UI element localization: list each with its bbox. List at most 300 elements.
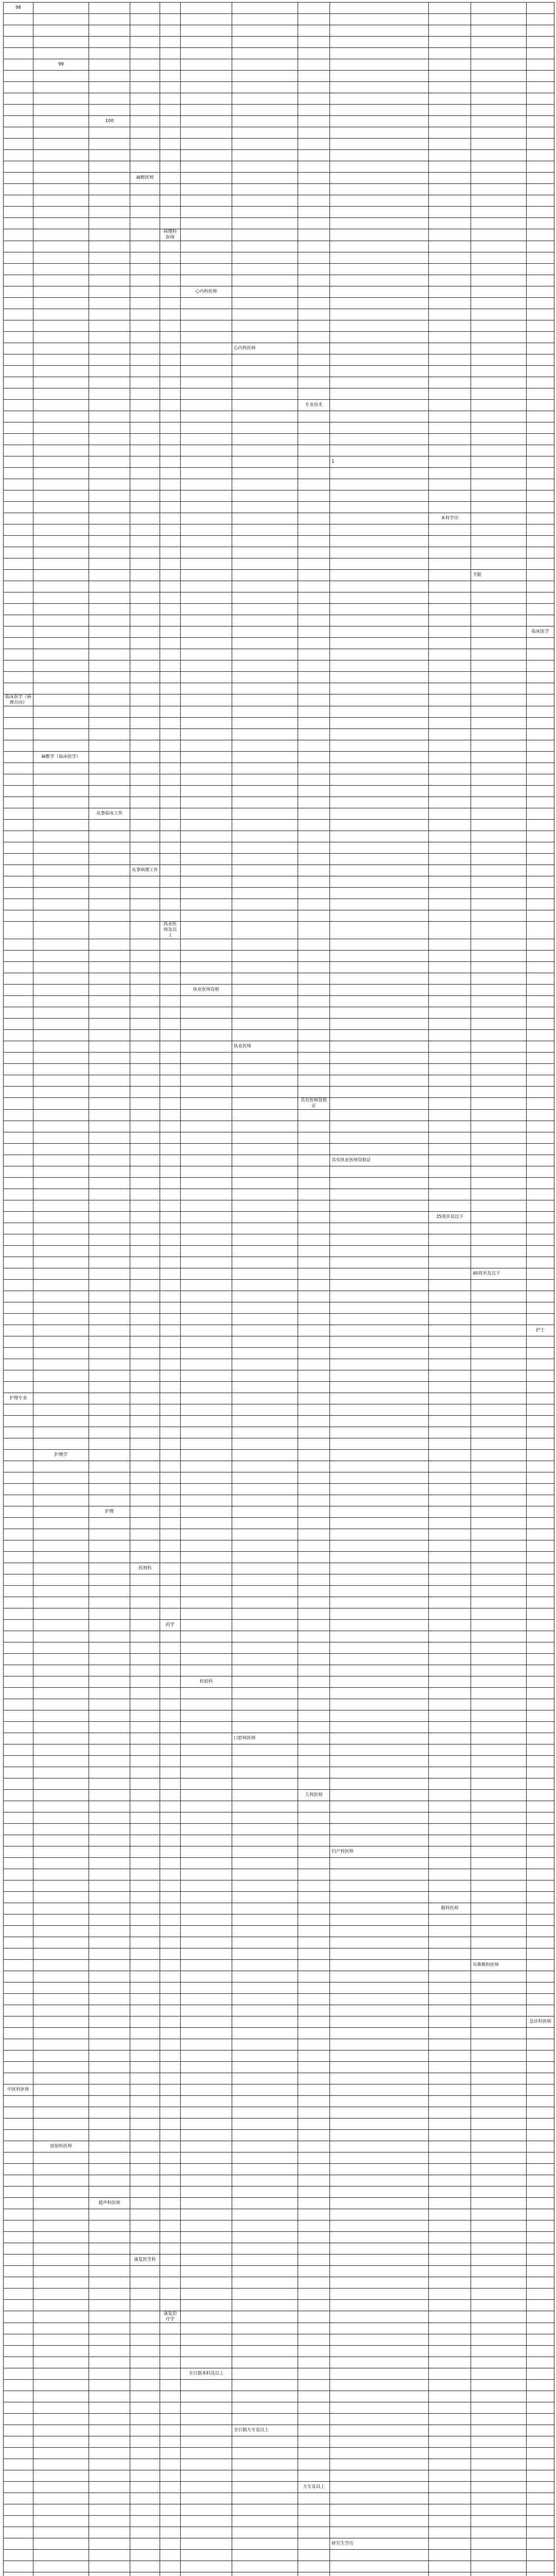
table-cell <box>130 445 160 456</box>
table-cell <box>33 2504 89 2516</box>
table-cell <box>298 388 330 400</box>
table-cell <box>330 2073 429 2084</box>
table-row <box>4 445 554 456</box>
table-cell <box>527 558 554 570</box>
table-cell <box>4 1586 33 1597</box>
table-cell <box>471 962 527 973</box>
table-cell <box>33 2016 89 2028</box>
table-cell <box>160 2050 181 2062</box>
table-cell <box>330 1144 429 1155</box>
table-cell <box>298 899 330 910</box>
table-cell <box>330 2357 429 2368</box>
table-cell <box>160 1937 181 1948</box>
table-cell <box>527 604 554 615</box>
table-cell <box>471 1246 527 1257</box>
table-cell <box>181 1268 232 1280</box>
table-cell <box>232 1064 298 1075</box>
table-cell <box>232 2391 298 2402</box>
table-cell <box>89 1756 130 1767</box>
table-cell <box>33 672 89 683</box>
table-row <box>4 2368 554 2380</box>
table-cell <box>4 638 33 649</box>
table-cell <box>130 2050 160 2062</box>
table-cell <box>181 377 232 388</box>
table-cell <box>33 1733 89 1744</box>
table-cell <box>33 479 89 490</box>
table-row <box>4 2005 554 2016</box>
table-cell <box>527 1971 554 1982</box>
table-cell <box>89 195 130 207</box>
table-cell <box>429 1336 471 1348</box>
table-cell <box>232 377 298 388</box>
table-cell <box>4 820 33 831</box>
table-cell <box>232 2482 298 2493</box>
table-cell <box>330 2016 429 2028</box>
table-row <box>4 797 554 808</box>
table-cell <box>429 1892 471 1903</box>
table-cell <box>181 2334 232 2346</box>
table-cell <box>160 456 181 468</box>
table-cell <box>232 2050 298 2062</box>
table-row <box>4 1914 554 1926</box>
table-cell <box>471 2504 527 2516</box>
table-cell <box>429 939 471 951</box>
table-cell <box>429 1348 471 1359</box>
table-cell <box>89 2221 130 2232</box>
table-cell <box>527 388 554 400</box>
table-cell <box>89 2504 130 2516</box>
table-cell <box>527 2448 554 2459</box>
table-cell <box>330 1880 429 1892</box>
table-cell <box>181 1869 232 1880</box>
table-cell <box>160 729 181 740</box>
table-cell <box>330 2243 429 2255</box>
table-row <box>4 1212 554 1223</box>
table-cell <box>471 2119 527 2130</box>
table-row <box>4 229 554 241</box>
table-cell <box>130 2016 160 2028</box>
table-cell <box>4 1552 33 1563</box>
table-row <box>4 1359 554 1370</box>
table-cell <box>298 604 330 615</box>
table-cell <box>232 638 298 649</box>
table-cell <box>429 842 471 854</box>
table-cell <box>130 1835 160 1846</box>
table-cell <box>33 1098 89 1110</box>
table-cell <box>181 468 232 479</box>
table-cell <box>471 207 527 218</box>
table-cell <box>130 638 160 649</box>
table-row <box>4 2346 554 2357</box>
table-cell <box>429 2130 471 2141</box>
table-cell <box>330 1892 429 1903</box>
table-cell <box>232 1926 298 1937</box>
table-cell <box>89 1393 130 1404</box>
table-cell <box>130 1744 160 1756</box>
table-cell <box>232 1336 298 1348</box>
table-cell <box>89 2141 130 2153</box>
table-cell <box>429 660 471 672</box>
table-cell <box>130 93 160 105</box>
table-cell <box>232 2073 298 2084</box>
table-cell <box>429 82 471 93</box>
table-cell <box>527 1756 554 1767</box>
table-cell <box>181 275 232 286</box>
table-cell <box>232 2346 298 2357</box>
table-cell <box>89 2153 130 2164</box>
table-cell <box>330 996 429 1007</box>
table-cell <box>130 2311 160 2323</box>
table-cell <box>160 831 181 842</box>
table-cell <box>130 939 160 951</box>
table-cell <box>471 2243 527 2255</box>
table-cell <box>181 93 232 105</box>
table-row <box>4 1835 554 1846</box>
table-cell <box>181 797 232 808</box>
table-cell <box>298 694 330 706</box>
table-cell <box>527 411 554 422</box>
table-cell <box>232 2357 298 2368</box>
table-cell <box>527 139 554 150</box>
table-cell <box>4 1325 33 1336</box>
table-cell: 儿科医师 <box>298 1790 330 1801</box>
table-cell <box>527 1416 554 1427</box>
table-cell <box>130 1370 160 1382</box>
table-cell <box>181 195 232 207</box>
table-cell <box>298 1246 330 1257</box>
table-cell <box>429 400 471 411</box>
table-cell <box>160 468 181 479</box>
table-row <box>4 116 554 127</box>
table-row <box>4 264 554 275</box>
table-cell <box>330 536 429 547</box>
table-cell <box>130 615 160 626</box>
table-cell <box>89 150 130 161</box>
table-cell <box>130 139 160 150</box>
table-cell: 执业医师资格 <box>181 985 232 996</box>
table-cell <box>160 1608 181 1620</box>
table-cell <box>527 1586 554 1597</box>
table-cell <box>330 1869 429 1880</box>
table-cell <box>298 161 330 173</box>
table-cell <box>89 1892 130 1903</box>
table-cell <box>298 1472 330 1484</box>
table-cell <box>330 2402 429 2414</box>
table-cell <box>330 1563 429 1574</box>
table-cell <box>89 547 130 558</box>
table-cell <box>181 1574 232 1586</box>
table-cell <box>471 1348 527 1359</box>
table-cell <box>330 1359 429 1370</box>
table-cell <box>298 1926 330 1937</box>
table-cell <box>130 127 160 139</box>
table-cell <box>4 1858 33 1869</box>
table-row <box>4 1994 554 2005</box>
table-cell <box>89 1110 130 1121</box>
table-row <box>4 2164 554 2175</box>
table-cell <box>527 2062 554 2073</box>
table-cell <box>527 332 554 343</box>
table-cell <box>471 706 527 718</box>
table-cell <box>181 1132 232 1144</box>
table-cell <box>471 865 527 876</box>
table-cell <box>4 1756 33 1767</box>
table-cell <box>527 2221 554 2232</box>
table-cell <box>33 962 89 973</box>
table-cell <box>298 524 330 536</box>
table-cell <box>527 581 554 592</box>
table-cell <box>33 1495 89 1506</box>
table-cell <box>4 2255 33 2266</box>
table-cell <box>232 82 298 93</box>
table-cell <box>429 831 471 842</box>
table-cell <box>232 1348 298 1359</box>
table-cell <box>33 740 89 752</box>
table-cell <box>130 2550 160 2561</box>
table-cell <box>527 229 554 241</box>
table-cell <box>160 996 181 1007</box>
table-cell <box>160 354 181 366</box>
table-cell <box>89 1438 130 1450</box>
table-cell <box>130 1642 160 1654</box>
table-cell <box>160 1846 181 1858</box>
table-cell <box>181 320 232 332</box>
table-cell <box>232 1325 298 1336</box>
table-cell <box>330 2323 429 2334</box>
table-cell <box>160 1540 181 1552</box>
table-cell <box>429 1155 471 1166</box>
table-cell <box>330 2209 429 2221</box>
table-cell <box>471 2368 527 2380</box>
table-row <box>4 951 554 962</box>
table-cell <box>33 1926 89 1937</box>
table-cell <box>471 1223 527 1234</box>
table-cell <box>232 2504 298 2516</box>
table-cell <box>160 1178 181 1189</box>
table-cell <box>330 14 429 25</box>
table-cell <box>429 150 471 161</box>
table-cell <box>527 2527 554 2538</box>
table-cell <box>181 298 232 309</box>
table-cell <box>33 2516 89 2527</box>
table-cell <box>330 2527 429 2538</box>
table-cell <box>330 286 429 298</box>
table-cell <box>527 1518 554 1529</box>
table-cell <box>130 2141 160 2153</box>
table-cell <box>181 332 232 343</box>
table-cell <box>298 1688 330 1699</box>
table-cell <box>330 1212 429 1223</box>
table-cell <box>130 2107 160 2119</box>
table-cell <box>181 1914 232 1926</box>
table-cell <box>160 2357 181 2368</box>
table-row <box>4 1892 554 1903</box>
table-cell <box>298 683 330 694</box>
table-cell <box>4 1960 33 1971</box>
table-cell <box>33 615 89 626</box>
table-cell <box>89 2425 130 2436</box>
table-cell <box>330 1642 429 1654</box>
table-cell <box>298 513 330 524</box>
table-cell <box>89 2527 130 2538</box>
table-cell <box>232 694 298 706</box>
table-cell <box>160 252 181 264</box>
table-cell <box>298 1212 330 1223</box>
table-cell <box>232 973 298 985</box>
table-cell <box>232 2096 298 2107</box>
table-cell <box>527 1041 554 1053</box>
table-row <box>4 1903 554 1914</box>
table-cell <box>527 660 554 672</box>
table-cell <box>232 252 298 264</box>
table-cell <box>471 973 527 985</box>
table-cell <box>330 1676 429 1688</box>
table-cell <box>33 786 89 797</box>
table-cell <box>429 2266 471 2277</box>
table-cell <box>298 2346 330 2357</box>
table-cell <box>330 558 429 570</box>
table-cell <box>471 2436 527 2448</box>
table-cell <box>181 1121 232 1132</box>
table-cell <box>298 1200 330 1212</box>
table-cell <box>232 2550 298 2561</box>
table-cell <box>471 1110 527 1121</box>
table-cell <box>4 195 33 207</box>
table-cell <box>429 1325 471 1336</box>
table-row <box>4 343 554 354</box>
table-cell <box>4 1506 33 1518</box>
table-cell <box>471 2402 527 2414</box>
table-cell <box>89 1699 130 1710</box>
table-cell <box>181 831 232 842</box>
table-cell <box>232 1450 298 1461</box>
table-cell <box>232 1563 298 1574</box>
table-cell <box>33 343 89 354</box>
table-cell <box>471 445 527 456</box>
table-cell <box>130 490 160 502</box>
table-cell <box>89 1461 130 1472</box>
table-cell <box>160 264 181 275</box>
table-cell <box>527 468 554 479</box>
table-cell <box>33 1472 89 1484</box>
table-cell <box>471 1325 527 1336</box>
table-cell <box>330 2289 429 2300</box>
table-cell <box>89 1518 130 1529</box>
table-cell <box>4 1994 33 2005</box>
table-cell <box>4 2504 33 2516</box>
table-cell <box>232 207 298 218</box>
table-cell <box>429 1982 471 1994</box>
table-cell <box>130 1676 160 1688</box>
table-cell <box>160 1733 181 1744</box>
table-cell <box>471 1767 527 1778</box>
table-cell <box>527 592 554 604</box>
table-row <box>4 400 554 411</box>
table-cell <box>527 1914 554 1926</box>
table-cell <box>527 1710 554 1722</box>
table-cell <box>89 910 130 922</box>
table-cell <box>429 615 471 626</box>
table-cell <box>471 366 527 377</box>
table-cell <box>181 2300 232 2311</box>
table-cell <box>4 2311 33 2323</box>
table-cell <box>330 962 429 973</box>
table-cell <box>33 1382 89 1393</box>
table-cell <box>527 2107 554 2119</box>
table-cell <box>298 2198 330 2209</box>
table-cell <box>130 2459 160 2470</box>
table-cell <box>330 1370 429 1382</box>
table-cell <box>232 1370 298 1382</box>
table-cell <box>4 2209 33 2221</box>
table-cell <box>527 570 554 581</box>
table-cell <box>429 2346 471 2357</box>
table-cell <box>160 638 181 649</box>
table-cell <box>471 1438 527 1450</box>
table-cell <box>89 275 130 286</box>
table-cell <box>232 1359 298 1370</box>
table-cell <box>330 2493 429 2504</box>
table-cell <box>130 2153 160 2164</box>
table-cell <box>232 1257 298 1268</box>
table-cell <box>160 2028 181 2039</box>
table-cell <box>160 150 181 161</box>
table-cell <box>33 1234 89 1246</box>
table-row <box>4 626 554 638</box>
table-cell <box>181 604 232 615</box>
table-cell <box>181 2357 232 2368</box>
table-cell <box>330 740 429 752</box>
table-cell <box>298 2357 330 2368</box>
table-cell <box>429 1733 471 1744</box>
table-cell <box>429 445 471 456</box>
table-cell <box>33 1064 89 1075</box>
table-cell <box>130 797 160 808</box>
table-cell <box>160 2243 181 2255</box>
table-cell <box>181 1075 232 1087</box>
table-cell <box>429 2550 471 2561</box>
table-cell <box>330 1075 429 1087</box>
table-cell <box>527 740 554 752</box>
table-cell <box>33 229 89 241</box>
table-cell <box>160 649 181 660</box>
table-cell <box>89 2516 130 2527</box>
table-cell <box>130 252 160 264</box>
table-cell <box>89 1121 130 1132</box>
table-cell <box>232 1314 298 1325</box>
table-cell <box>181 2459 232 2470</box>
table-cell <box>527 2175 554 2187</box>
table-cell <box>4 1982 33 1994</box>
table-cell <box>298 490 330 502</box>
table-cell <box>181 1631 232 1642</box>
table-cell <box>298 1461 330 1472</box>
table-row <box>4 683 554 694</box>
table-cell <box>330 2039 429 2050</box>
table-row <box>4 1858 554 1869</box>
table-cell <box>429 649 471 660</box>
table-cell <box>33 683 89 694</box>
table-cell <box>4 1348 33 1359</box>
table-cell <box>89 502 130 513</box>
table-cell <box>298 2493 330 2504</box>
table-cell <box>33 1665 89 1676</box>
table-cell <box>232 1087 298 1098</box>
table-cell <box>298 1892 330 1903</box>
table-cell <box>471 184 527 195</box>
table-cell <box>232 1075 298 1087</box>
table-cell <box>232 1472 298 1484</box>
